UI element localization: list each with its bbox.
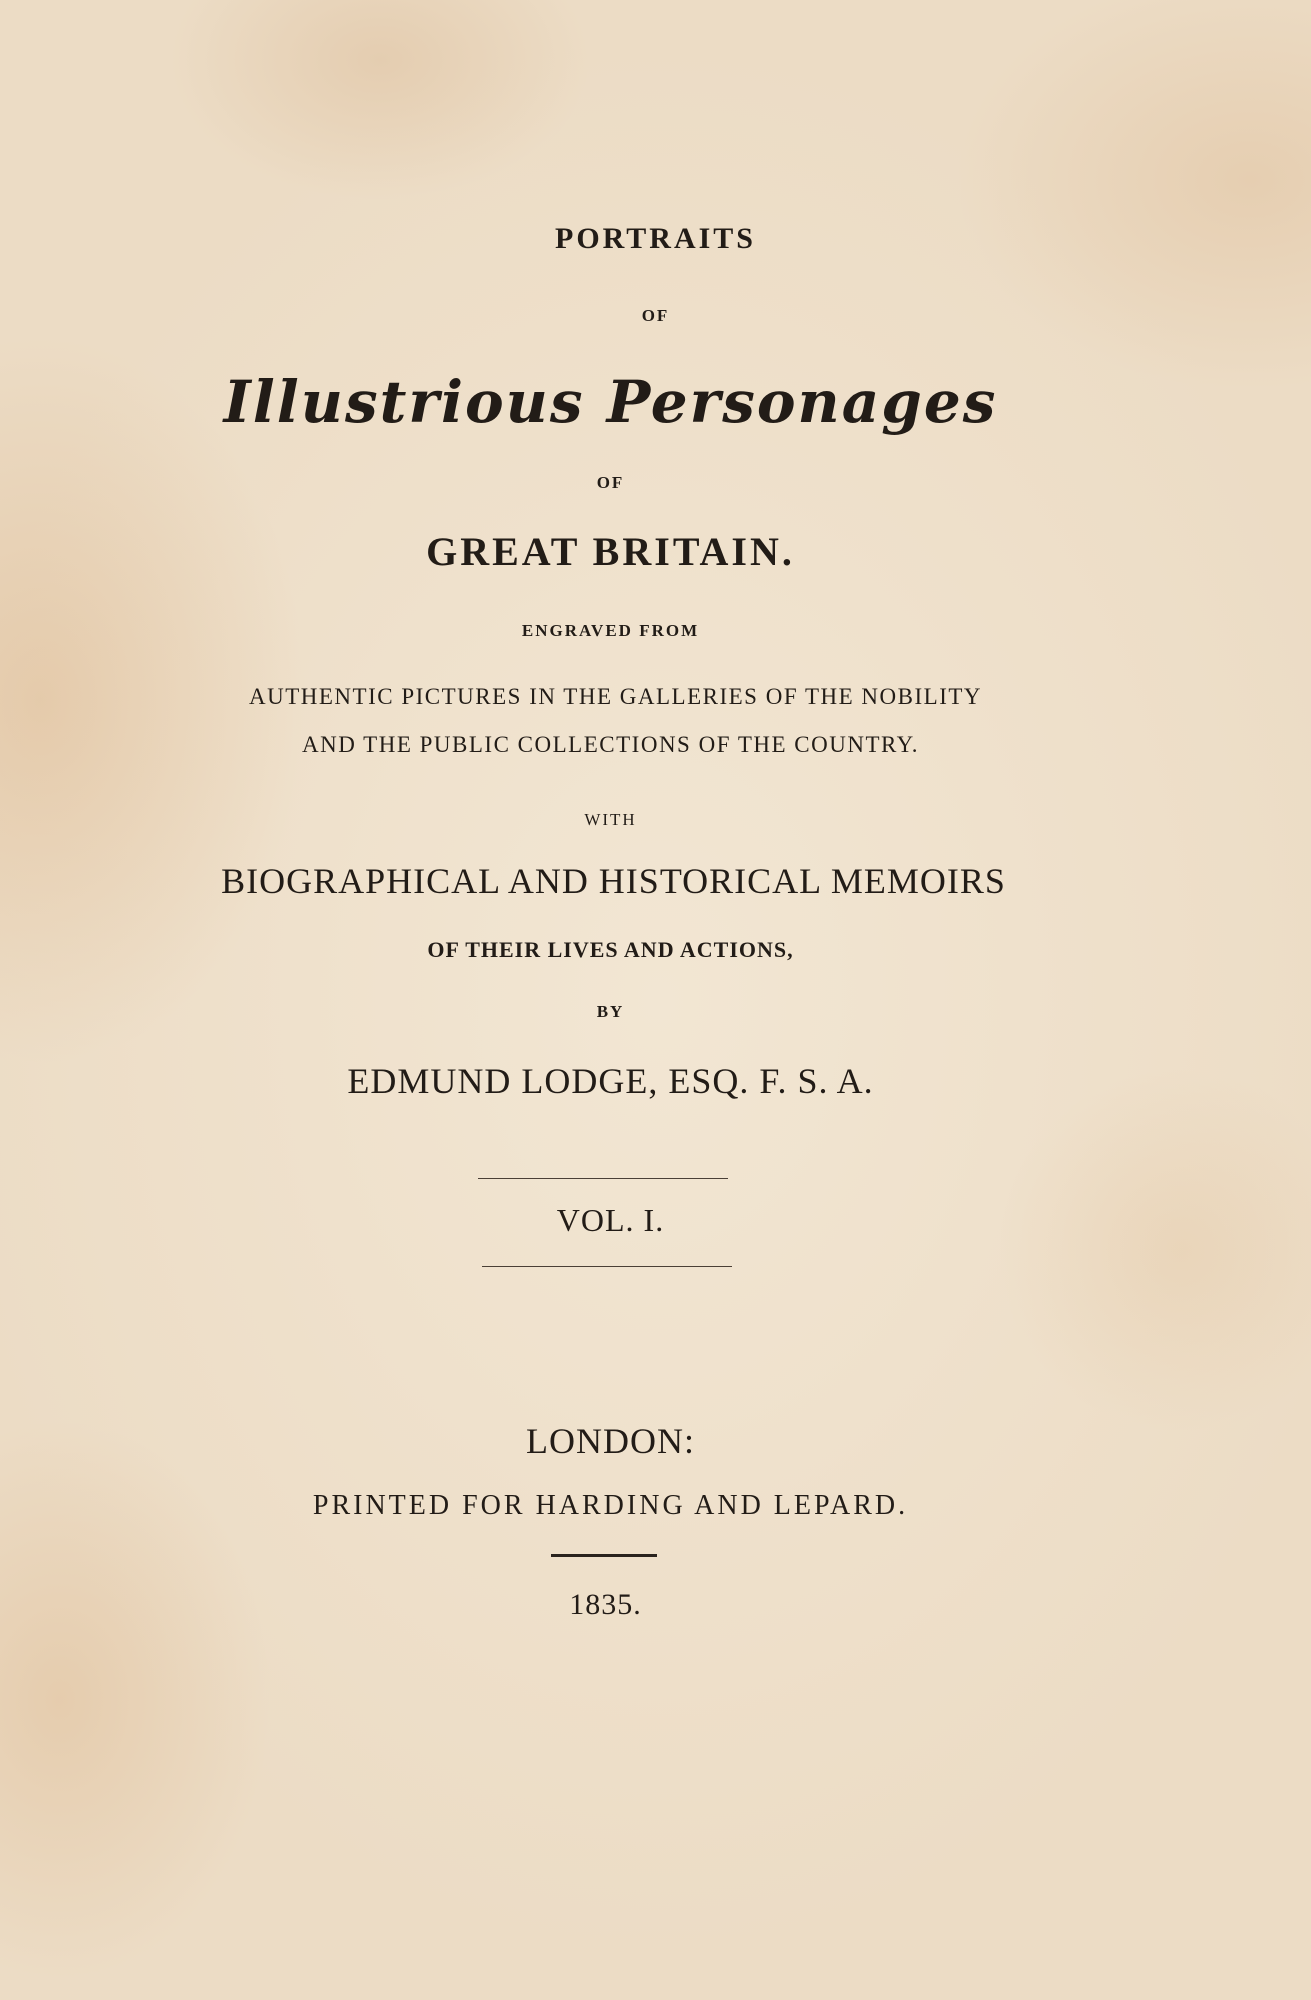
of-line-2: OF [596,473,625,492]
imprint-place: LONDON: [526,1421,695,1461]
title-portraits: PORTRAITS [555,222,756,255]
title-great-britain: GREAT BRITAIN. [426,529,795,574]
biographical-memoirs-line: BIOGRAPHICAL AND HISTORICAL MEMOIRS [221,861,1006,901]
lives-and-actions-line: OF THEIR LIVES AND ACTIONS, [427,937,794,962]
public-collections-line: AND THE PUBLIC COLLECTIONS OF THE COUNTRY. [302,732,919,757]
title-illustrious-personages: Illustrious Personages [223,368,998,436]
by-line: BY [596,1002,625,1021]
authentic-pictures-line: AUTHENTIC PICTURES IN THE GALLERIES OF THE NOBILITY [248,684,983,709]
imprint-year: 1835. [569,1588,642,1621]
rule-below-volume [482,1266,732,1267]
rule-above-volume [478,1178,728,1179]
rule-above-year [551,1554,657,1557]
of-line-1: OF [641,306,670,325]
imprint-printer: PRINTED FOR HARDING AND LEPARD. [312,1490,909,1521]
engraved-from: ENGRAVED FROM [521,621,700,640]
volume-number: VOL. I. [556,1202,665,1238]
with-line: WITH [584,810,637,829]
author-name: EDMUND LODGE, ESQ. F. S. A. [347,1061,874,1101]
